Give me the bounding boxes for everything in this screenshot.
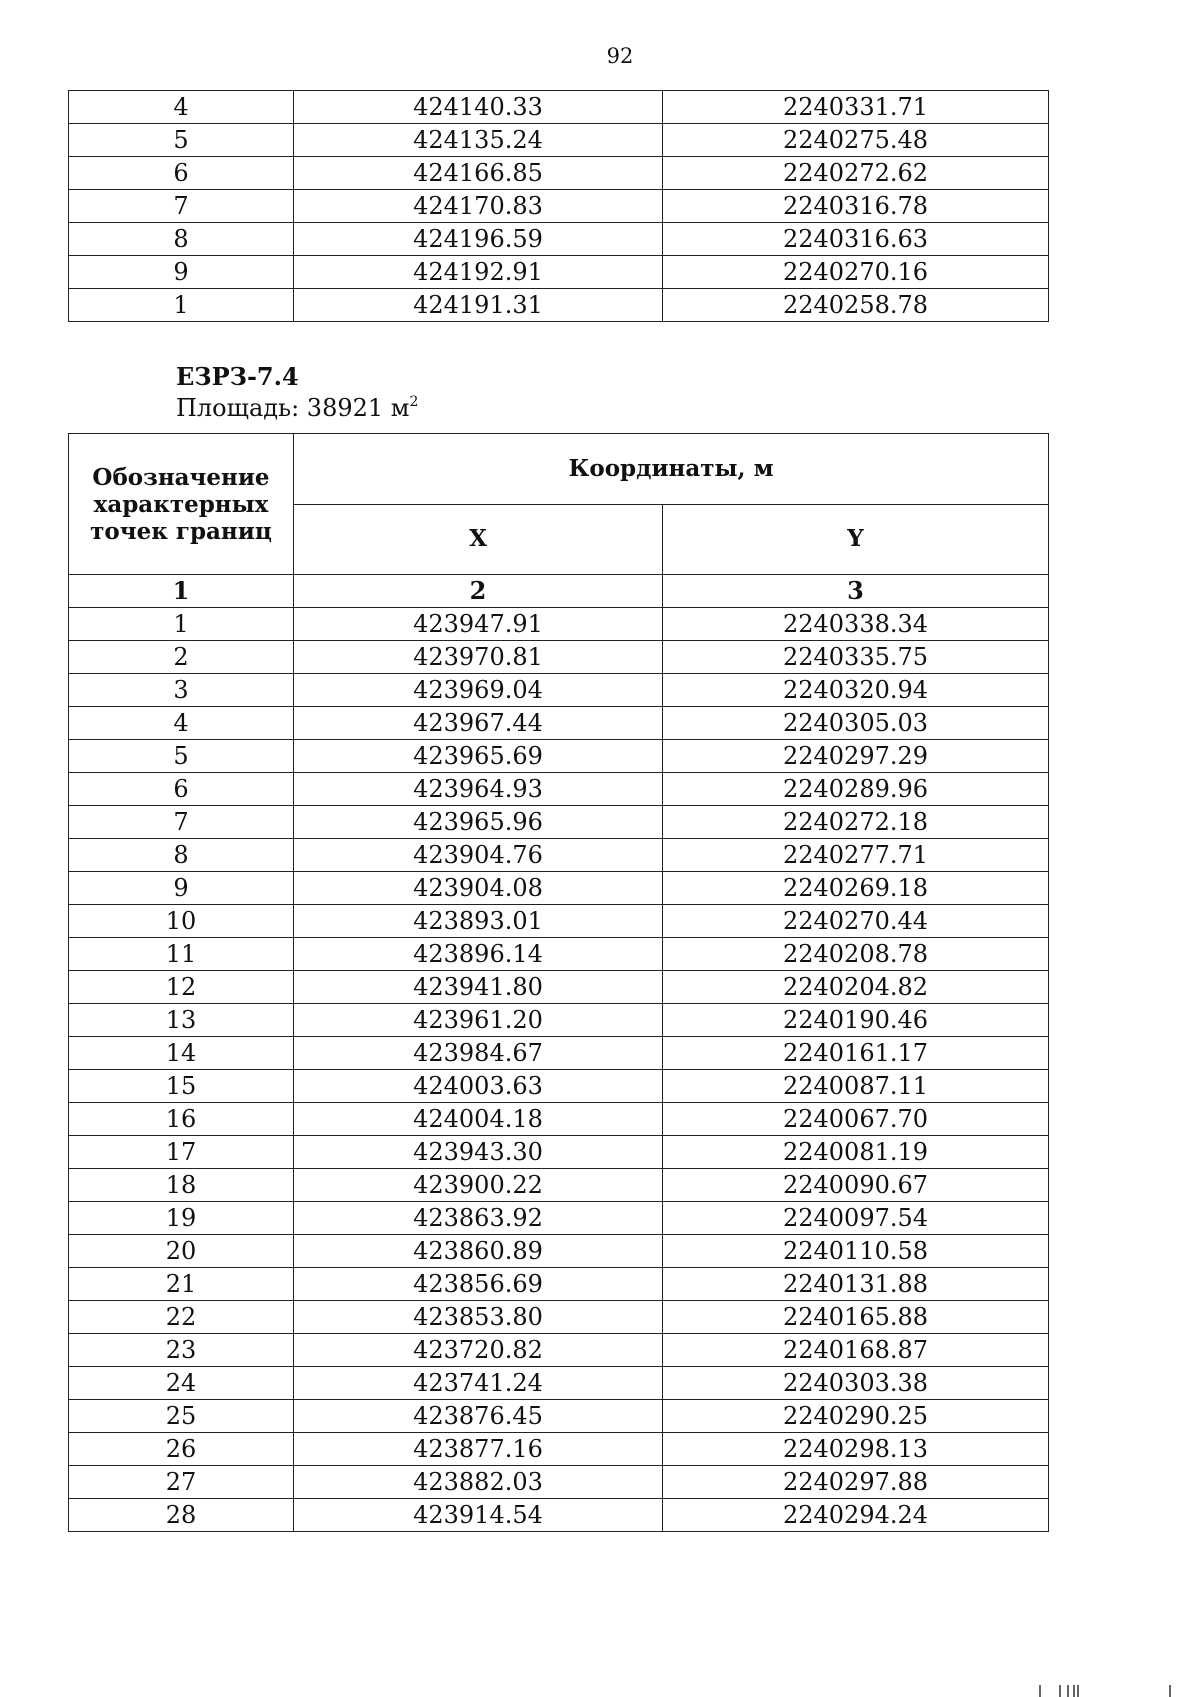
table-row	[69, 91, 1049, 124]
table-row	[69, 124, 1049, 157]
table-row	[69, 740, 1049, 773]
point-number-cell: 15	[69, 1070, 294, 1103]
header-x: X	[294, 504, 663, 575]
main-table-header	[69, 434, 1049, 575]
y-coordinate-cell: 2240131.88	[663, 1268, 1049, 1301]
point-number-cell: 6	[69, 773, 294, 806]
y-coordinate-cell: 2240168.87	[663, 1334, 1049, 1367]
top-coordinates-table	[68, 90, 1049, 322]
point-number-cell: 25	[69, 1400, 294, 1433]
table-row	[69, 608, 1049, 641]
table-row	[69, 1268, 1049, 1301]
y-coordinate-cell: 2240208.78	[663, 938, 1049, 971]
table-row	[69, 1136, 1049, 1169]
y-coordinate-cell: 2240272.62	[663, 157, 1049, 190]
x-coordinate-cell: 424191.31	[294, 289, 663, 322]
top-table-body	[69, 91, 1049, 322]
table-row	[69, 289, 1049, 322]
y-coordinate-cell: 2240161.17	[663, 1037, 1049, 1070]
x-coordinate-cell: 424003.63	[294, 1070, 663, 1103]
header-y: Y	[663, 504, 1049, 575]
table-row	[69, 1235, 1049, 1268]
table-row	[69, 1400, 1049, 1433]
y-coordinate-cell: 2240305.03	[663, 707, 1049, 740]
y-coordinate-cell: 2240294.24	[663, 1499, 1049, 1532]
x-coordinate-cell: 423863.92	[294, 1202, 663, 1235]
y-coordinate-cell: 2240297.29	[663, 740, 1049, 773]
x-coordinate-cell: 423967.44	[294, 707, 663, 740]
y-coordinate-cell: 2240269.18	[663, 872, 1049, 905]
x-coordinate-cell: 424196.59	[294, 223, 663, 256]
table-row	[69, 1004, 1049, 1037]
x-coordinate-cell: 423904.76	[294, 839, 663, 872]
y-coordinate-cell: 2240081.19	[663, 1136, 1049, 1169]
point-number-cell: 12	[69, 971, 294, 1004]
table-row	[69, 1301, 1049, 1334]
point-number-cell: 1	[69, 289, 294, 322]
point-number-cell: 8	[69, 839, 294, 872]
y-coordinate-cell: 2240204.82	[663, 971, 1049, 1004]
x-coordinate-cell: 423965.96	[294, 806, 663, 839]
x-coordinate-cell: 423904.08	[294, 872, 663, 905]
y-coordinate-cell: 2240190.46	[663, 1004, 1049, 1037]
x-coordinate-cell: 423893.01	[294, 905, 663, 938]
table-row	[69, 971, 1049, 1004]
x-coordinate-cell: 423941.80	[294, 971, 663, 1004]
point-number-cell: 7	[69, 806, 294, 839]
point-number-cell: 9	[69, 872, 294, 905]
table-row	[69, 1103, 1049, 1136]
x-coordinate-cell: 423947.91	[294, 608, 663, 641]
x-coordinate-cell: 423853.80	[294, 1301, 663, 1334]
x-coordinate-cell: 423860.89	[294, 1235, 663, 1268]
y-coordinate-cell: 2240087.11	[663, 1070, 1049, 1103]
y-coordinate-cell: 2240110.58	[663, 1235, 1049, 1268]
table-row	[69, 1169, 1049, 1202]
y-coordinate-cell: 2240298.13	[663, 1433, 1049, 1466]
point-number-cell: 23	[69, 1334, 294, 1367]
x-coordinate-cell: 423882.03	[294, 1466, 663, 1499]
x-coordinate-cell: 423943.30	[294, 1136, 663, 1169]
y-coordinate-cell: 2240335.75	[663, 641, 1049, 674]
point-number-cell: 14	[69, 1037, 294, 1070]
y-coordinate-cell: 2240303.38	[663, 1367, 1049, 1400]
point-number-cell: 18	[69, 1169, 294, 1202]
column-number: 3	[663, 575, 1049, 608]
table-row	[69, 839, 1049, 872]
x-coordinate-cell: 424135.24	[294, 124, 663, 157]
main-table-body	[69, 575, 1049, 1532]
y-coordinate-cell: 2240316.63	[663, 223, 1049, 256]
table-row	[69, 872, 1049, 905]
y-coordinate-cell: 2240338.34	[663, 608, 1049, 641]
y-coordinate-cell: 2240067.70	[663, 1103, 1049, 1136]
point-number-cell: 22	[69, 1301, 294, 1334]
x-coordinate-cell: 424004.18	[294, 1103, 663, 1136]
point-number-cell: 24	[69, 1367, 294, 1400]
table-row	[69, 773, 1049, 806]
y-coordinate-cell: 2240277.71	[663, 839, 1049, 872]
table-row	[69, 1367, 1049, 1400]
table-row	[69, 157, 1049, 190]
page-number: 92	[606, 44, 634, 68]
table-row	[69, 223, 1049, 256]
x-coordinate-cell: 424166.85	[294, 157, 663, 190]
point-number-cell: 10	[69, 905, 294, 938]
x-coordinate-cell: 423720.82	[294, 1334, 663, 1367]
table-row	[69, 1070, 1049, 1103]
table-row	[69, 938, 1049, 971]
x-coordinate-cell: 424140.33	[294, 91, 663, 124]
table-row	[69, 641, 1049, 674]
y-coordinate-cell: 2240290.25	[663, 1400, 1049, 1433]
header-coordinates: Координаты, м	[294, 434, 1049, 505]
point-number-cell: 7	[69, 190, 294, 223]
column-number: 1	[69, 575, 294, 608]
point-number-cell: 27	[69, 1466, 294, 1499]
area-line	[176, 394, 418, 422]
point-number-cell: 9	[69, 256, 294, 289]
point-number-cell: 2	[69, 641, 294, 674]
y-coordinate-cell: 2240097.54	[663, 1202, 1049, 1235]
x-coordinate-cell: 423876.45	[294, 1400, 663, 1433]
table-row	[69, 905, 1049, 938]
point-number-cell: 11	[69, 938, 294, 971]
table-row	[69, 190, 1049, 223]
point-number-cell: 26	[69, 1433, 294, 1466]
y-coordinate-cell: 2240165.88	[663, 1301, 1049, 1334]
main-coordinates-table	[68, 433, 1049, 1532]
y-coordinate-cell: 2240275.48	[663, 124, 1049, 157]
x-coordinate-cell: 423877.16	[294, 1433, 663, 1466]
table-row	[69, 674, 1049, 707]
x-coordinate-cell: 423961.20	[294, 1004, 663, 1037]
table-row	[69, 1499, 1049, 1532]
x-coordinate-cell: 423984.67	[294, 1037, 663, 1070]
point-number-cell: 4	[69, 91, 294, 124]
table-row	[69, 1037, 1049, 1070]
point-number-cell: 28	[69, 1499, 294, 1532]
column-number: 2	[294, 575, 663, 608]
point-number-cell: 4	[69, 707, 294, 740]
y-coordinate-cell: 2240316.78	[663, 190, 1049, 223]
x-coordinate-cell: 423970.81	[294, 641, 663, 674]
column-number-row	[69, 575, 1049, 608]
point-number-cell: 17	[69, 1136, 294, 1169]
point-number-cell: 8	[69, 223, 294, 256]
x-coordinate-cell: 423896.14	[294, 938, 663, 971]
y-coordinate-cell: 2240270.44	[663, 905, 1049, 938]
x-coordinate-cell: 423900.22	[294, 1169, 663, 1202]
x-coordinate-cell: 424170.83	[294, 190, 663, 223]
x-coordinate-cell: 423965.69	[294, 740, 663, 773]
y-coordinate-cell: 2240331.71	[663, 91, 1049, 124]
table-row	[69, 256, 1049, 289]
area-superscript: 2	[409, 394, 419, 410]
header-point-label: Обозначение характерных точек границ	[69, 434, 294, 575]
point-number-cell: 20	[69, 1235, 294, 1268]
x-coordinate-cell: 423856.69	[294, 1268, 663, 1301]
area-label: Площадь: 38921 м	[176, 394, 410, 422]
point-number-cell: 5	[69, 740, 294, 773]
point-number-cell: 19	[69, 1202, 294, 1235]
y-coordinate-cell: 2240289.96	[663, 773, 1049, 806]
y-coordinate-cell: 2240272.18	[663, 806, 1049, 839]
x-coordinate-cell: 423741.24	[294, 1367, 663, 1400]
point-number-cell: 13	[69, 1004, 294, 1037]
y-coordinate-cell: 2240258.78	[663, 289, 1049, 322]
point-number-cell: 5	[69, 124, 294, 157]
point-number-cell: 21	[69, 1268, 294, 1301]
x-coordinate-cell: 424192.91	[294, 256, 663, 289]
point-number-cell: 3	[69, 674, 294, 707]
x-coordinate-cell: 423969.04	[294, 674, 663, 707]
table-row	[69, 1202, 1049, 1235]
table-row	[69, 707, 1049, 740]
y-coordinate-cell: 2240090.67	[663, 1169, 1049, 1202]
y-coordinate-cell: 2240320.94	[663, 674, 1049, 707]
section-title: ЕЗРЗ-7.4	[176, 362, 299, 391]
table-row	[69, 1466, 1049, 1499]
y-coordinate-cell: 2240297.88	[663, 1466, 1049, 1499]
point-number-cell: 1	[69, 608, 294, 641]
x-coordinate-cell: 423914.54	[294, 1499, 663, 1532]
table-row	[69, 806, 1049, 839]
scan-marks	[1030, 1681, 1180, 1697]
point-number-cell: 6	[69, 157, 294, 190]
point-number-cell: 16	[69, 1103, 294, 1136]
table-row	[69, 1334, 1049, 1367]
x-coordinate-cell: 423964.93	[294, 773, 663, 806]
y-coordinate-cell: 2240270.16	[663, 256, 1049, 289]
table-row	[69, 1433, 1049, 1466]
